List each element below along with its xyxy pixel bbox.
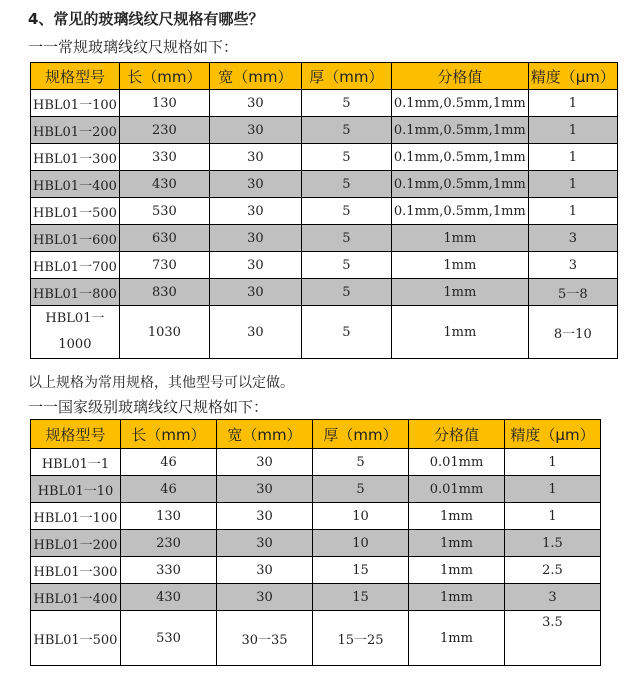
table-cell: 5 (313, 449, 409, 476)
header-cell: 长（mm） (119, 63, 209, 90)
table-cell: 0.1mm,0.5mm,1mm (391, 171, 528, 198)
table-cell: 1 (505, 449, 601, 476)
table-row (31, 611, 601, 666)
table-cell: 5 (301, 225, 391, 252)
table-cell: 30一35 (217, 611, 313, 666)
table-cell: 1mm (391, 279, 528, 306)
table-cell: 1mm (409, 557, 505, 584)
table-cell: 46 (121, 449, 217, 476)
table-cell: HBL01一800 (31, 279, 120, 306)
table-cell: 5 (301, 171, 391, 198)
table-cell: 30 (209, 144, 301, 171)
table-row (31, 584, 601, 611)
table-header-row (31, 420, 601, 449)
table-cell: 1mm (409, 611, 505, 666)
table-cell: 730 (119, 252, 209, 279)
table-cell: 30 (209, 198, 301, 225)
header-cell: 宽（mm） (209, 63, 301, 90)
table-cell: 1mm (391, 225, 528, 252)
table-cell: 230 (119, 117, 209, 144)
table-cell: 0.1mm,0.5mm,1mm (391, 144, 528, 171)
table-cell: HBL01一1000 (31, 306, 120, 359)
table-row (31, 279, 618, 306)
table-cell: 0.1mm,0.5mm,1mm (391, 90, 528, 117)
table-row (31, 476, 601, 503)
table-cell: 5 (301, 144, 391, 171)
table-cell: 1 (528, 144, 617, 171)
header-cell: 宽（mm） (217, 420, 313, 449)
custom-order-note: 以上规格为常用规格，其他型号可以定做。 (28, 375, 294, 391)
table-cell: 630 (119, 225, 209, 252)
table-cell: 1mm (409, 530, 505, 557)
table-cell: 130 (121, 503, 217, 530)
table-cell: 30 (209, 279, 301, 306)
section-heading: 4、常见的玻璃线纹尺规格有哪些？ (28, 10, 264, 28)
table-cell: 30 (217, 476, 313, 503)
table-cell: 330 (121, 557, 217, 584)
standard-spec-table (30, 62, 618, 359)
table-cell: 30 (209, 225, 301, 252)
table-cell: HBL01一500 (31, 611, 121, 666)
table-cell: 5 (301, 252, 391, 279)
table-row (31, 306, 618, 359)
table-cell: HBL01一200 (31, 530, 121, 557)
table-cell: 530 (119, 198, 209, 225)
table-cell: 430 (121, 584, 217, 611)
table-cell: 30 (209, 306, 301, 359)
table-cell: 3 (528, 225, 617, 252)
header-cell: 精度（μm） (528, 63, 617, 90)
table-cell: 5 (301, 117, 391, 144)
table-cell: 830 (119, 279, 209, 306)
table-row (31, 198, 618, 225)
table-cell: 1 (505, 476, 601, 503)
header-cell: 长（mm） (121, 420, 217, 449)
header-cell: 精度（μm） (505, 420, 601, 449)
table-cell: HBL01一1 (31, 449, 121, 476)
header-cell: 规格型号 (31, 63, 120, 90)
table-cell: 30 (209, 171, 301, 198)
table-cell: 1mm (409, 584, 505, 611)
table-row (31, 117, 618, 144)
table-row (31, 503, 601, 530)
table-cell: 0.1mm,0.5mm,1mm (391, 117, 528, 144)
table-cell: 5 (301, 306, 391, 359)
table-cell: 0.01mm (409, 476, 505, 503)
table-cell: 3.5 (505, 611, 601, 666)
standard-spec-title: 一一常规玻璃线纹尺规格如下： (28, 38, 239, 56)
table-row (31, 449, 601, 476)
table-cell: 10 (313, 503, 409, 530)
table-cell: 30 (217, 584, 313, 611)
table-cell: 30 (217, 530, 313, 557)
header-cell: 规格型号 (31, 420, 121, 449)
table-cell: 1 (528, 198, 617, 225)
table-row (31, 90, 618, 117)
table-cell: 3 (505, 584, 601, 611)
table-cell: 5 (301, 90, 391, 117)
table-cell: 30 (209, 117, 301, 144)
table-cell: HBL01一400 (31, 584, 121, 611)
table-cell: 5 (301, 198, 391, 225)
table-cell: HBL01一700 (31, 252, 120, 279)
table-cell: 30 (217, 503, 313, 530)
national-spec-table (30, 419, 601, 666)
table-cell: 1 (505, 503, 601, 530)
table-cell: 230 (121, 530, 217, 557)
table-row (31, 171, 618, 198)
table-cell: HBL01一100 (31, 90, 120, 117)
table-cell: 30 (217, 557, 313, 584)
table-cell: 530 (121, 611, 217, 666)
table-cell: 1mm (391, 252, 528, 279)
table-cell: 15 (313, 584, 409, 611)
table-cell: HBL01一500 (31, 198, 120, 225)
table-cell: 1 (528, 90, 617, 117)
header-cell: 厚（mm） (313, 420, 409, 449)
table-cell: 1 (528, 117, 617, 144)
table-cell: 1 (528, 171, 617, 198)
table-cell: 1.5 (505, 530, 601, 557)
table-cell: 5 (301, 279, 391, 306)
table-cell: HBL01一10 (31, 476, 121, 503)
header-cell: 分格值 (391, 63, 528, 90)
header-cell: 分格值 (409, 420, 505, 449)
table-cell: 1030 (119, 306, 209, 359)
table-cell: 30 (209, 252, 301, 279)
table-cell: 130 (119, 90, 209, 117)
table-cell: 1mm (391, 306, 528, 359)
table-cell: HBL01一600 (31, 225, 120, 252)
table-cell: 30 (217, 449, 313, 476)
table-cell: 8一10 (528, 306, 617, 359)
table-cell: 10 (313, 530, 409, 557)
table-cell: 5一8 (528, 279, 617, 306)
table-cell: 15 (313, 557, 409, 584)
table-cell: 15一25 (313, 611, 409, 666)
table-cell: 30 (209, 90, 301, 117)
table-cell: 2.5 (505, 557, 601, 584)
table-row (31, 557, 601, 584)
table-cell: 1mm (409, 503, 505, 530)
table-cell: HBL01一400 (31, 171, 120, 198)
table-cell: 5 (313, 476, 409, 503)
table-cell: 430 (119, 171, 209, 198)
table-row (31, 530, 601, 557)
table-cell: HBL01一200 (31, 117, 120, 144)
table-cell: 3 (528, 252, 617, 279)
national-spec-title: 一一国家级别玻璃线纹尺规格如下： (28, 398, 269, 416)
table-cell: HBL01一300 (31, 144, 120, 171)
table-row (31, 225, 618, 252)
table-row (31, 252, 618, 279)
table-cell: 0.01mm (409, 449, 505, 476)
table-cell: 330 (119, 144, 209, 171)
table-cell: 46 (121, 476, 217, 503)
table-cell: 0.1mm,0.5mm,1mm (391, 198, 528, 225)
table-row (31, 144, 618, 171)
header-cell: 厚（mm） (301, 63, 391, 90)
table-header-row (31, 63, 618, 90)
table-cell: HBL01一300 (31, 557, 121, 584)
table-cell: HBL01一100 (31, 503, 121, 530)
